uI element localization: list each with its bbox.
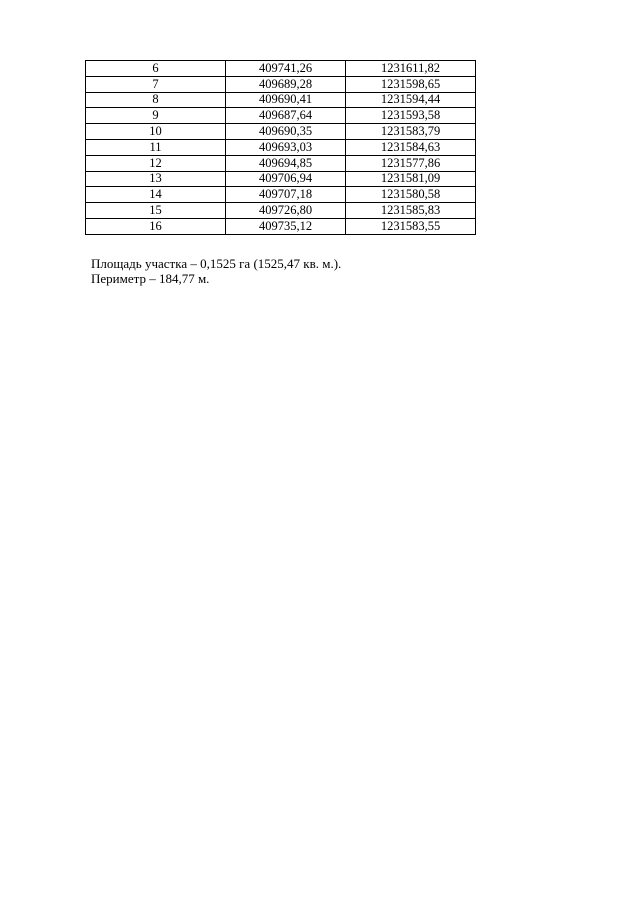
y-coordinate-cell: 1231594,44 [346,92,476,108]
y-coordinate-cell: 1231580,58 [346,187,476,203]
point-number-cell: 16 [86,218,226,234]
x-coordinate-cell: 409741,26 [226,61,346,77]
y-coordinate-cell: 1231585,83 [346,203,476,219]
table-row [86,76,476,92]
point-number-cell: 7 [86,76,226,92]
point-number-cell: 11 [86,139,226,155]
x-coordinate-cell: 409735,12 [226,218,346,234]
y-coordinate-cell: 1231583,79 [346,124,476,140]
x-coordinate-cell: 409706,94 [226,171,346,187]
table-row [86,203,476,219]
x-coordinate-cell: 409687,64 [226,108,346,124]
table-row [86,139,476,155]
point-number-cell: 12 [86,155,226,171]
table-row [86,218,476,234]
point-number-cell: 10 [86,124,226,140]
y-coordinate-cell: 1231584,63 [346,139,476,155]
y-coordinate-cell: 1231611,82 [346,61,476,77]
x-coordinate-cell: 409707,18 [226,187,346,203]
table-row [86,61,476,77]
y-coordinate-cell: 1231593,58 [346,108,476,124]
x-coordinate-cell: 409689,28 [226,76,346,92]
x-coordinate-cell: 409694,85 [226,155,346,171]
table-row [86,155,476,171]
point-number-cell: 8 [86,92,226,108]
x-coordinate-cell: 409690,35 [226,124,346,140]
y-coordinate-cell: 1231583,55 [346,218,476,234]
x-coordinate-cell: 409693,03 [226,139,346,155]
parcel-notes [91,257,341,286]
table-row [86,187,476,203]
x-coordinate-cell: 409726,80 [226,203,346,219]
y-coordinate-cell: 1231581,09 [346,171,476,187]
point-number-cell: 14 [86,187,226,203]
point-number-cell: 15 [86,203,226,219]
x-coordinate-cell: 409690,41 [226,92,346,108]
area-text: Площадь участка – 0,1525 га (1525,47 кв. м.). [91,256,342,271]
y-coordinate-cell: 1231598,65 [346,76,476,92]
table-row [86,171,476,187]
point-number-cell: 6 [86,61,226,77]
table-row [86,124,476,140]
point-number-cell: 13 [86,171,226,187]
table-row [86,108,476,124]
y-coordinate-cell: 1231577,86 [346,155,476,171]
coordinates-table-body [86,61,476,235]
table-row [86,92,476,108]
coordinates-table [85,60,476,235]
perimeter-text: Периметр – 184,77 м. [91,270,210,286]
point-number-cell: 9 [86,108,226,124]
